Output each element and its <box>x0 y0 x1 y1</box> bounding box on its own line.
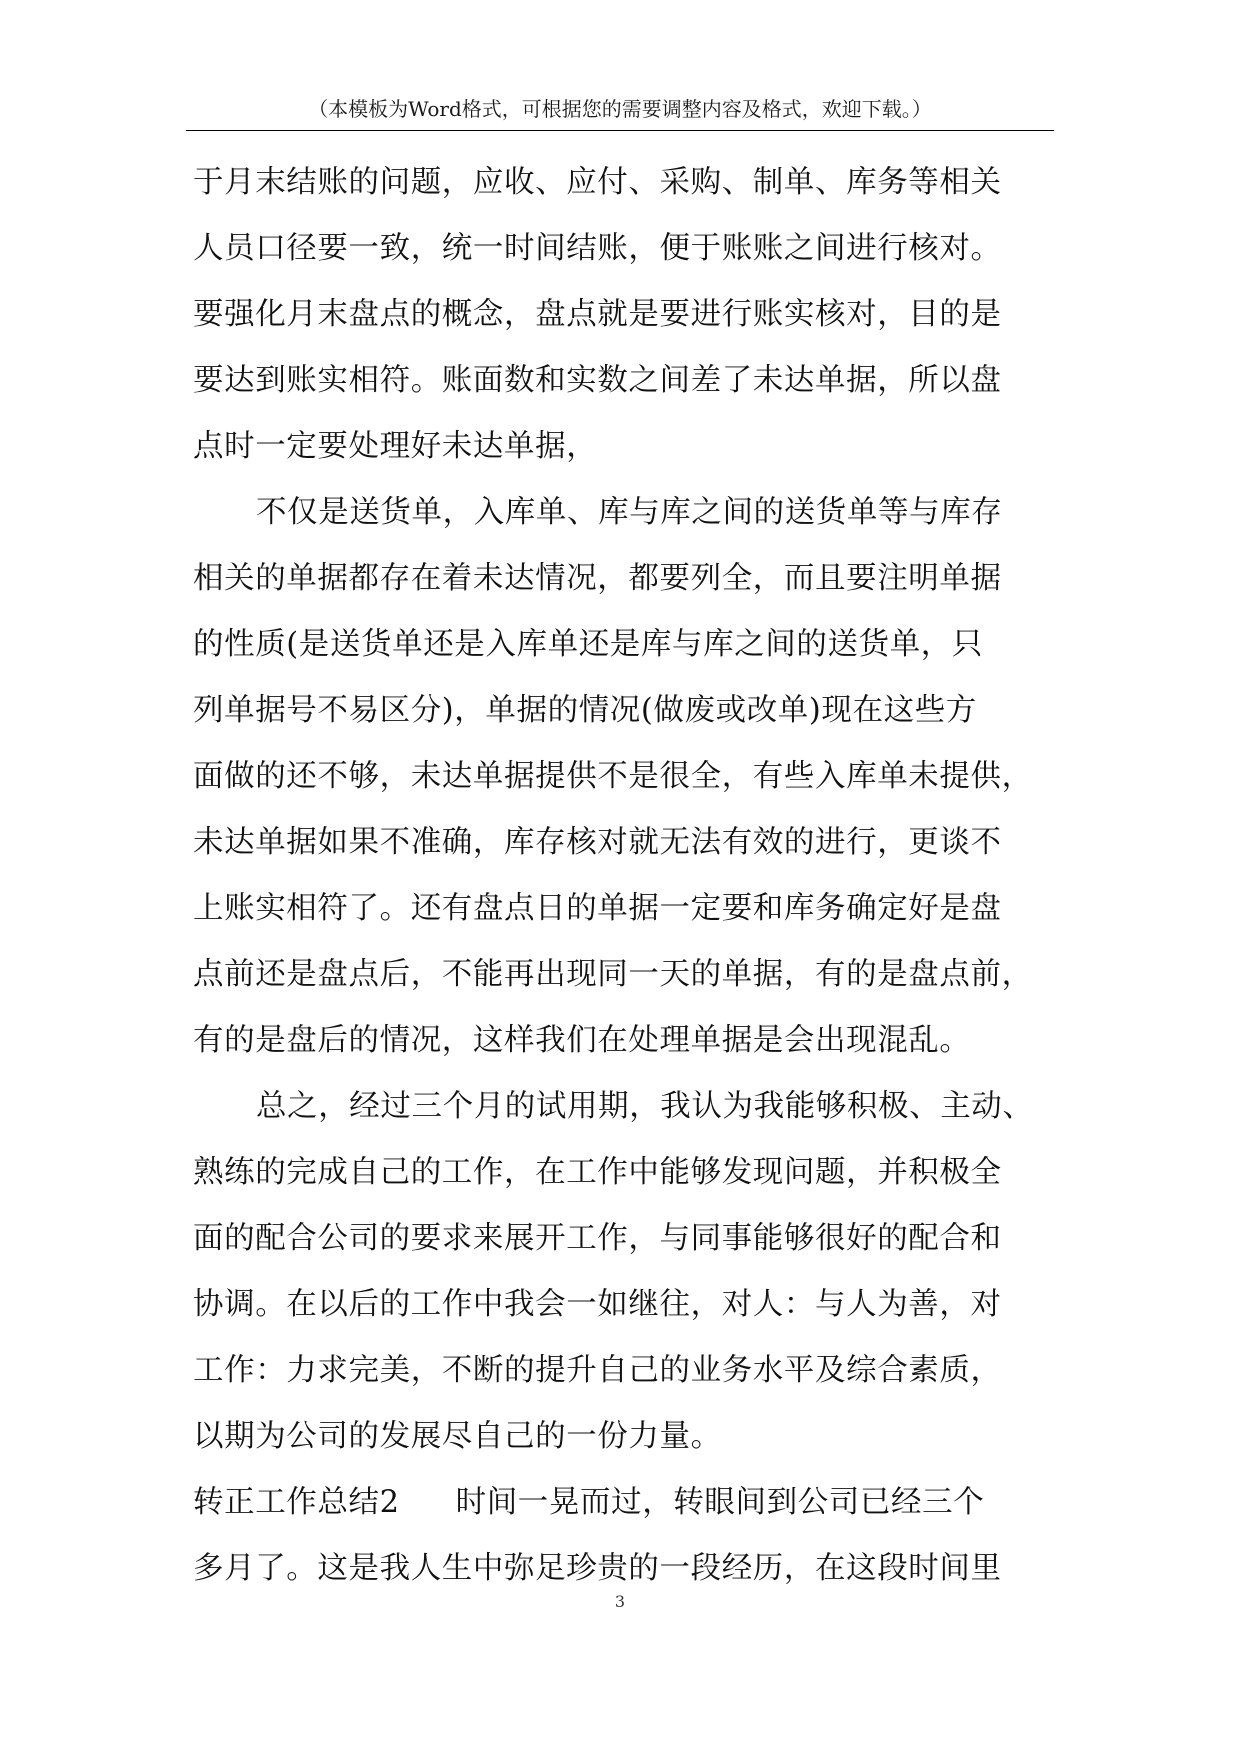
text-line: 协调。在以后的工作中我会一如继往，对人：与人为善，对 <box>193 1287 1002 1322</box>
text-line: 要强化月末盘点的概念，盘点就是要进行账实核对，目的是 <box>193 297 1002 332</box>
text-line: 未达单据如果不准确，库存核对就无法有效的进行，更谈不 <box>193 825 1002 860</box>
section-first-line: 时间一晃而过，转眼间到公司已经三个 <box>455 1485 985 1520</box>
section-summary-2 <box>193 1470 1073 1602</box>
paragraph-conclusion <box>193 1074 1073 1470</box>
text-line: 面的配合公司的要求来展开工作，与同事能够很好的配合和 <box>193 1221 1002 1256</box>
paragraph-month-end-closing <box>193 150 1073 480</box>
text-line: 人员口径要一致，统一时间结账，便于账账之间进行核对。 <box>193 231 1002 266</box>
text-line: 以期为公司的发展尽自己的一份力量。 <box>193 1419 722 1454</box>
page-header-note: （本模板为Word格式，可根据您的需要调整内容及格式，欢迎下载。） <box>308 97 932 121</box>
text-line: 熟练的完成自己的工作，在工作中能够发现问题，并积极全 <box>193 1155 1002 1190</box>
section-heading-line <box>193 1470 1073 1536</box>
text-line: 多月了。这是我人生中弥足珍贵的一段经历，在这段时间里 <box>193 1551 1002 1586</box>
section-heading: 转正工作总结2 <box>193 1485 400 1520</box>
text-line: 于月末结账的问题，应收、应付、采购、制单、库务等相关 <box>193 165 1002 200</box>
text-line: 不仅是送货单，入库单、库与库之间的送货单等与库存 <box>256 495 1003 530</box>
header-divider <box>186 130 1054 131</box>
text-line: 工作：力求完美，不断的提升自己的业务水平及综合素质， <box>193 1353 1002 1388</box>
text-line: 有的是盘后的情况，这样我们在处理单据是会出现混乱。 <box>193 1023 971 1058</box>
text-line: 总之，经过三个月的试用期，我认为我能够积极、主动、 <box>256 1089 1034 1124</box>
text-line: 列单据号不易区分)，单据的情况(做废或改单)现在这些方 <box>193 693 977 728</box>
text-line: 点时一定要处理好未达单据， <box>193 429 598 464</box>
text-line: 要达到账实相符。账面数和实数之间差了未达单据，所以盘 <box>193 363 1002 398</box>
paragraph-pending-documents <box>193 480 1073 1074</box>
text-line: 相关的单据都存在着未达情况，都要列全，而且要注明单据 <box>193 561 1002 596</box>
page-number: 3 <box>614 1592 626 1611</box>
text-line: 上账实相符了。还有盘点日的单据一定要和库务确定好是盘 <box>193 891 1002 926</box>
text-line: 的性质(是送货单还是入库单还是库与库之间的送货单，只 <box>193 627 983 662</box>
text-line: 点前还是盘点后，不能再出现同一天的单据，有的是盘点前， <box>193 957 1033 992</box>
text-line: 面做的还不够，未达单据提供不是很全，有些入库单未提供， <box>193 759 1033 794</box>
document-body <box>193 150 1073 1602</box>
